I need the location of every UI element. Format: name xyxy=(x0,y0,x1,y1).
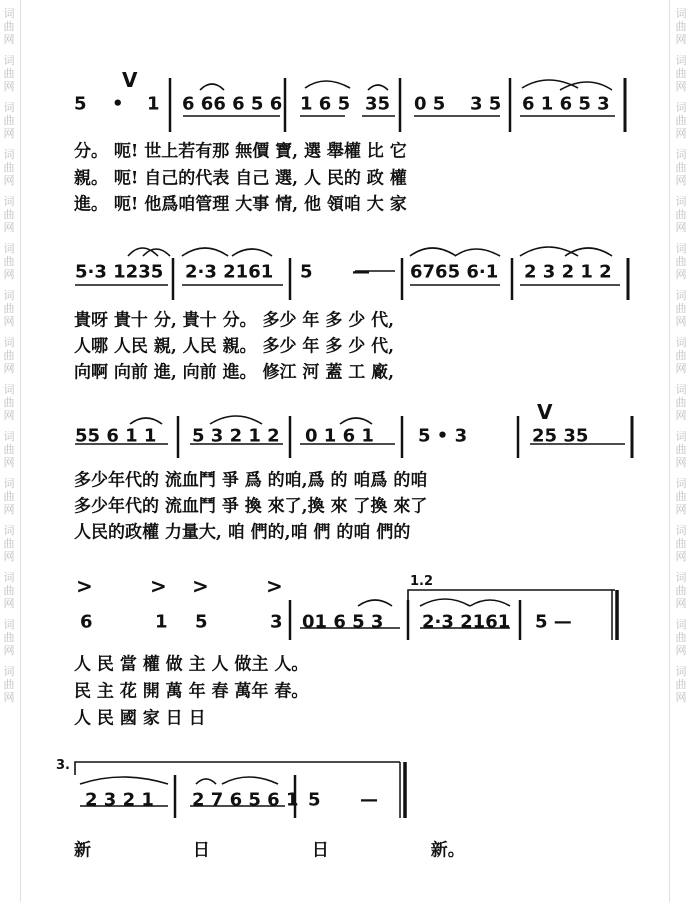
watermark-text: 词 曲 网 xyxy=(675,148,687,187)
lyric-line: 分。 呃! 世上若有那 無價 寶, 選 舉權 比 它 xyxy=(74,141,407,162)
watermark-text: 词 曲 网 xyxy=(675,665,687,704)
system-2-slurs xyxy=(128,247,612,256)
note-dash: — xyxy=(352,261,370,283)
note-group: 35 xyxy=(365,93,391,115)
note-group: 25 35 xyxy=(532,425,589,447)
system-4-volta-bracket xyxy=(408,590,615,606)
lyric-line: 進。 呃! 他爲咱管理 大事 情, 他 領咱 大 家 xyxy=(74,194,407,215)
watermark-text: 词 曲 网 xyxy=(3,54,15,93)
watermark-text: 词 曲 网 xyxy=(675,430,687,469)
watermark-text: 词 曲 网 xyxy=(3,477,15,516)
note-group: 0 5 xyxy=(414,93,446,115)
watermark-text: 词 曲 网 xyxy=(675,242,687,281)
watermark-text: 词 曲 网 xyxy=(3,665,15,704)
note-group: 0 1 6 1 xyxy=(305,425,374,447)
note: 6 xyxy=(80,611,93,633)
watermark-text: 词 曲 网 xyxy=(3,383,15,422)
note-group: 5 — xyxy=(535,611,572,633)
watermark-text: 词 曲 网 xyxy=(3,571,15,610)
note: 3 xyxy=(270,611,283,633)
watermark-text: 词 曲 网 xyxy=(675,524,687,563)
note: 5 xyxy=(74,93,87,115)
lyric-line: 人 民 國 家 日 日 xyxy=(74,708,206,729)
note: 5 xyxy=(300,261,313,283)
breath-mark: V xyxy=(537,400,553,424)
note-dot: • xyxy=(112,93,124,115)
watermark-text: 词 曲 网 xyxy=(675,101,687,140)
lyric-line: 新 日 日 新。 xyxy=(74,840,465,861)
watermark-text: 词 曲 网 xyxy=(675,54,687,93)
watermark-text: 词 曲 网 xyxy=(675,383,687,422)
lyric-line: 親。 呃! 自己的代表 自己 選, 人 民的 政 權 xyxy=(74,168,407,189)
system-4-slurs xyxy=(358,599,510,606)
breath-mark: V xyxy=(122,68,138,92)
lyric-line: 多少年代的 流血鬥 爭 爲 的咱,爲 的 咱爲 的咱 xyxy=(74,470,428,491)
lyric-line: 人 民 當 權 做 主 人 做主 人。 xyxy=(74,654,309,675)
watermark-text: 词 曲 网 xyxy=(675,336,687,375)
note-group: 3 5 xyxy=(470,93,502,115)
volta-label: 1.2 xyxy=(410,574,434,589)
watermark-text: 词 曲 网 xyxy=(3,148,15,187)
system-5-volta-bracket xyxy=(75,762,400,775)
lyric-line: 民 主 花 開 萬 年 春 萬年 春。 xyxy=(74,681,309,702)
system-3-slurs xyxy=(130,416,372,424)
note-group: 2 3 2 1 2 xyxy=(524,261,612,283)
system-1-slurs xyxy=(200,80,612,90)
watermark-text: 词 曲 网 xyxy=(3,430,15,469)
volta-label: 3. xyxy=(56,758,70,773)
watermark-text: 词 曲 网 xyxy=(675,477,687,516)
accent-mark: > xyxy=(192,574,209,598)
watermark-text: 词 曲 网 xyxy=(675,289,687,328)
note-dash: — xyxy=(360,789,378,811)
note-group: 5·3 1235 xyxy=(75,261,164,283)
accent-mark: > xyxy=(76,574,93,598)
watermark-text: 词 曲 网 xyxy=(675,618,687,657)
watermark-text: 词 曲 网 xyxy=(3,195,15,234)
note: 1 xyxy=(155,611,168,633)
watermark-text: 词 曲 网 xyxy=(3,101,15,140)
watermark-text: 词 曲 网 xyxy=(3,289,15,328)
watermark-text: 词 曲 网 xyxy=(3,7,15,46)
system-5-slurs xyxy=(80,777,278,784)
note-group: 1 6 5 xyxy=(300,93,351,115)
accent-mark: > xyxy=(266,574,283,598)
lyric-line: 向啊 向前 進, 向前 進。 修江 河 蓋 工 廠, xyxy=(74,362,395,383)
note-group: 2 7 6 5 6 1 xyxy=(192,789,299,811)
watermark-text: 词 曲 网 xyxy=(3,242,15,281)
lyric-line: 貴呀 貴十 分, 貴十 分。 多少 年 多 少 代, xyxy=(74,310,395,331)
lyric-line: 多少年代的 流血鬥 爭 換 來了,換 來 了換 來了 xyxy=(74,496,428,517)
note-group: 6 1 6 5 3 xyxy=(522,93,610,115)
watermark-text: 词 曲 网 xyxy=(3,524,15,563)
lyric-line: 人哪 人民 親, 人民 親。 多少 年 多 少 代, xyxy=(74,336,395,357)
note-group: 55 6 1 1 xyxy=(75,425,157,447)
note-group: 5 3 2 1 2 xyxy=(192,425,280,447)
note: 1 xyxy=(147,93,160,115)
note-group: 5 • 3 xyxy=(418,425,468,447)
note-group: 2·3 2161 xyxy=(185,261,274,283)
note-group: 6765 6·1 xyxy=(410,261,499,283)
watermark-text: 词 曲 网 xyxy=(3,618,15,657)
watermark-text: 词 曲 网 xyxy=(675,195,687,234)
note-group: 2 3 2 1 xyxy=(85,789,154,811)
lyric-line: 人民的政權 力量大, 咱 們的,咱 們 的咱 們的 xyxy=(74,522,411,543)
accent-mark: > xyxy=(150,574,167,598)
note: 5 xyxy=(308,789,321,811)
note-group: 2·3 2161 xyxy=(422,611,511,633)
note-group: 6 66 6 5 6 xyxy=(182,93,283,115)
note-group: 01 6 5 3 xyxy=(302,611,384,633)
watermark-text: 词 曲 网 xyxy=(675,7,687,46)
watermark-text: 词 曲 网 xyxy=(3,336,15,375)
note: 5 xyxy=(195,611,208,633)
watermark-text: 词 曲 网 xyxy=(675,571,687,610)
